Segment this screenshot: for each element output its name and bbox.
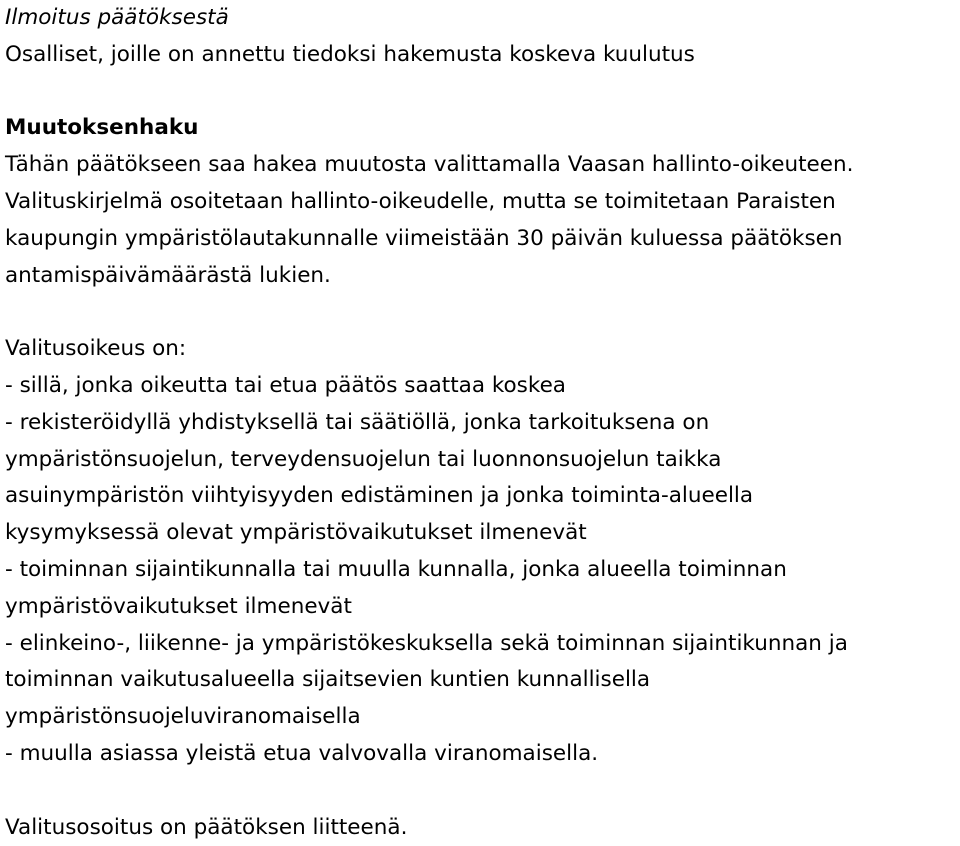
footer-note: Valitusosoitus on päätöksen liitteenä. (5, 814, 408, 840)
right-of-appeal-line: toiminnan vaikutusalueella sijaitsevien kuntien kunnallisella (5, 667, 651, 693)
appeal-heading: Muutoksenhaku (5, 115, 199, 141)
right-of-appeal-line: - sillä, jonka oikeutta tai etua päätös saattaa koskea (5, 372, 566, 398)
appeal-line: Valituskirjelmä osoitetaan hallinto-oikeudelle, mutta se toimitetaan Paraisten (5, 188, 836, 214)
document-body (5, 0, 955, 846)
spacer (5, 74, 955, 111)
right-of-appeal-intro: Valitusoikeus on: (5, 336, 187, 362)
spacer (5, 773, 955, 810)
appeal-line: kaupungin ympäristölautakunnalle viimeistään 30 päivän kuluessa päätöksen (5, 225, 843, 251)
right-of-appeal-line: - rekisteröidyllä yhdistyksellä tai säätiöllä, jonka tarkoituksena on (5, 409, 710, 435)
right-of-appeal-line: - elinkeino-, liikenne- ja ympäristökeskuksella sekä toiminnan sijaintikunnan ja (5, 630, 848, 656)
spacer (5, 294, 955, 331)
right-of-appeal-line: ympäristönsuojelun, terveydensuojelun tai luonnonsuojelun taikka (5, 446, 722, 472)
notice-title: Ilmoitus päätöksestä (5, 5, 229, 30)
right-of-appeal-line: - muulla asiassa yleistä etua valvovalla viranomaisella. (5, 740, 599, 766)
right-of-appeal-line: kysymyksessä olevat ympäristövaikutukset ilmenevät (5, 520, 587, 546)
appeal-line: antamispäivämäärästä lukien. (5, 262, 331, 288)
appeal-line: Tähän päätökseen saa hakea muutosta valittamalla Vaasan hallinto-oikeuteen. (5, 152, 854, 178)
right-of-appeal-line: ympäristönsuojeluviranomaisella (5, 704, 361, 730)
notice-subtitle: Osalliset, joille on annettu tiedoksi hakemusta koskeva kuulutus (5, 41, 695, 67)
right-of-appeal-line: asuinympäristön viihtyisyyden edistäminen ja jonka toiminta-alueella (5, 483, 754, 509)
right-of-appeal-line: - toiminnan sijaintikunnalla tai muulla kunnalla, jonka alueella toiminnan (5, 556, 787, 582)
right-of-appeal-line: ympäristövaikutukset ilmenevät (5, 593, 352, 619)
